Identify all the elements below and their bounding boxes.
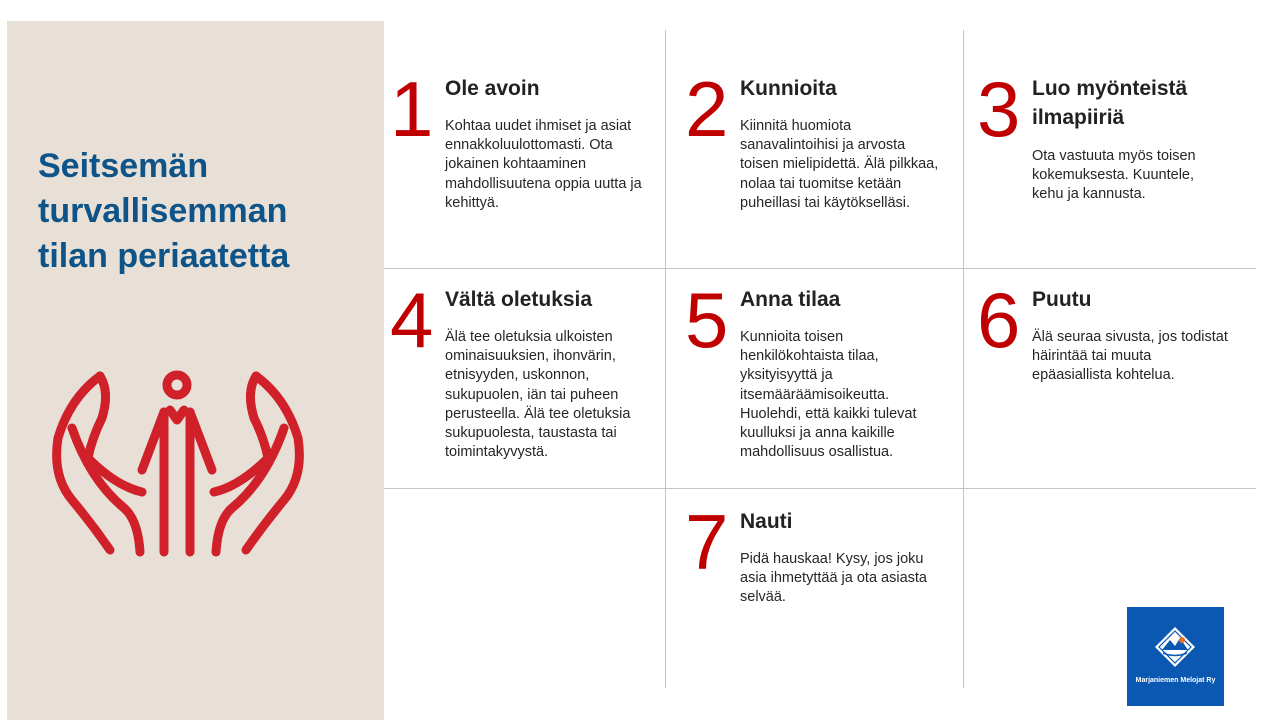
caring-hands-person-icon [52,368,304,558]
principle-text: Kunnioita toisen henkilökohtaista tilaa, yksityisyyttä ja itsemääräämisoikeutta. Huolehdi, että kaikki tulevat kuulluksi ja anna kaikille mahdollisuus osallistua. [740,329,917,461]
principle-text: Pidä hauskaa! Kysy, jos joku asia ihmetyttää ja ota asiasta selvää. [740,551,927,606]
principle-heading: Ole avoin [445,77,540,100]
principle-heading: Luo myönteistä ilmapiiriä [1032,77,1188,129]
principle-number: 3 [977,65,1021,153]
slide-title: Seitsemän turvallisemman tilan periaatetta [38,147,290,275]
principle-heading: Nauti [740,510,793,533]
principle-heading: Puutu [1032,288,1092,311]
grid-divider [963,30,964,688]
principle-number: 4 [390,276,434,364]
principle-text: Älä seuraa sivusta, jos todistat häirintää tai muuta epäasiallista kohtelua. [1032,329,1228,384]
logo-label: Marjaniemen Melojat Ry [1135,677,1216,684]
principle-heading: Kunnioita [740,77,837,100]
principle-text: Ota vastuuta myös toisen kokemuksesta. Kuuntele, kehu ja kannusta. [1032,148,1196,203]
principle-text: Kiinnitä huomiota sanavalintoihisi ja arvosta toisen mielipidettä. Älä pilkkaa, nolaa tai tuomitse ketään puheillasi tai käytökselläsi. [740,118,939,211]
principle-number: 6 [977,276,1021,364]
principle-heading: Vältä oletuksia [445,288,593,311]
grid-divider [384,268,1256,269]
club-logo [1127,607,1224,706]
principle-heading: Anna tilaa [740,288,841,311]
principle-text: Kohtaa uudet ihmiset ja asiat ennakkoluulottomasti. Ota jokainen kohtaaminen mahdollisuutena oppia uutta ja kehittyä. [445,118,642,211]
principle-text: Älä tee oletuksia ulkoisten ominaisuuksien, ihonvärin, etnisyyden, uskonnon, sukupuolen, iän tai puheen perusteella. Älä tee oletuksia sukupuolesta, taustasta tai toimintakyvystä. [445,329,631,461]
principle-number: 2 [685,65,729,153]
kayak-emblem-icon [1153,625,1197,669]
principle-number: 1 [390,65,434,153]
principle-number: 7 [685,498,729,586]
grid-divider [384,488,1256,489]
principle-number: 5 [685,276,729,364]
grid-divider [665,30,666,688]
